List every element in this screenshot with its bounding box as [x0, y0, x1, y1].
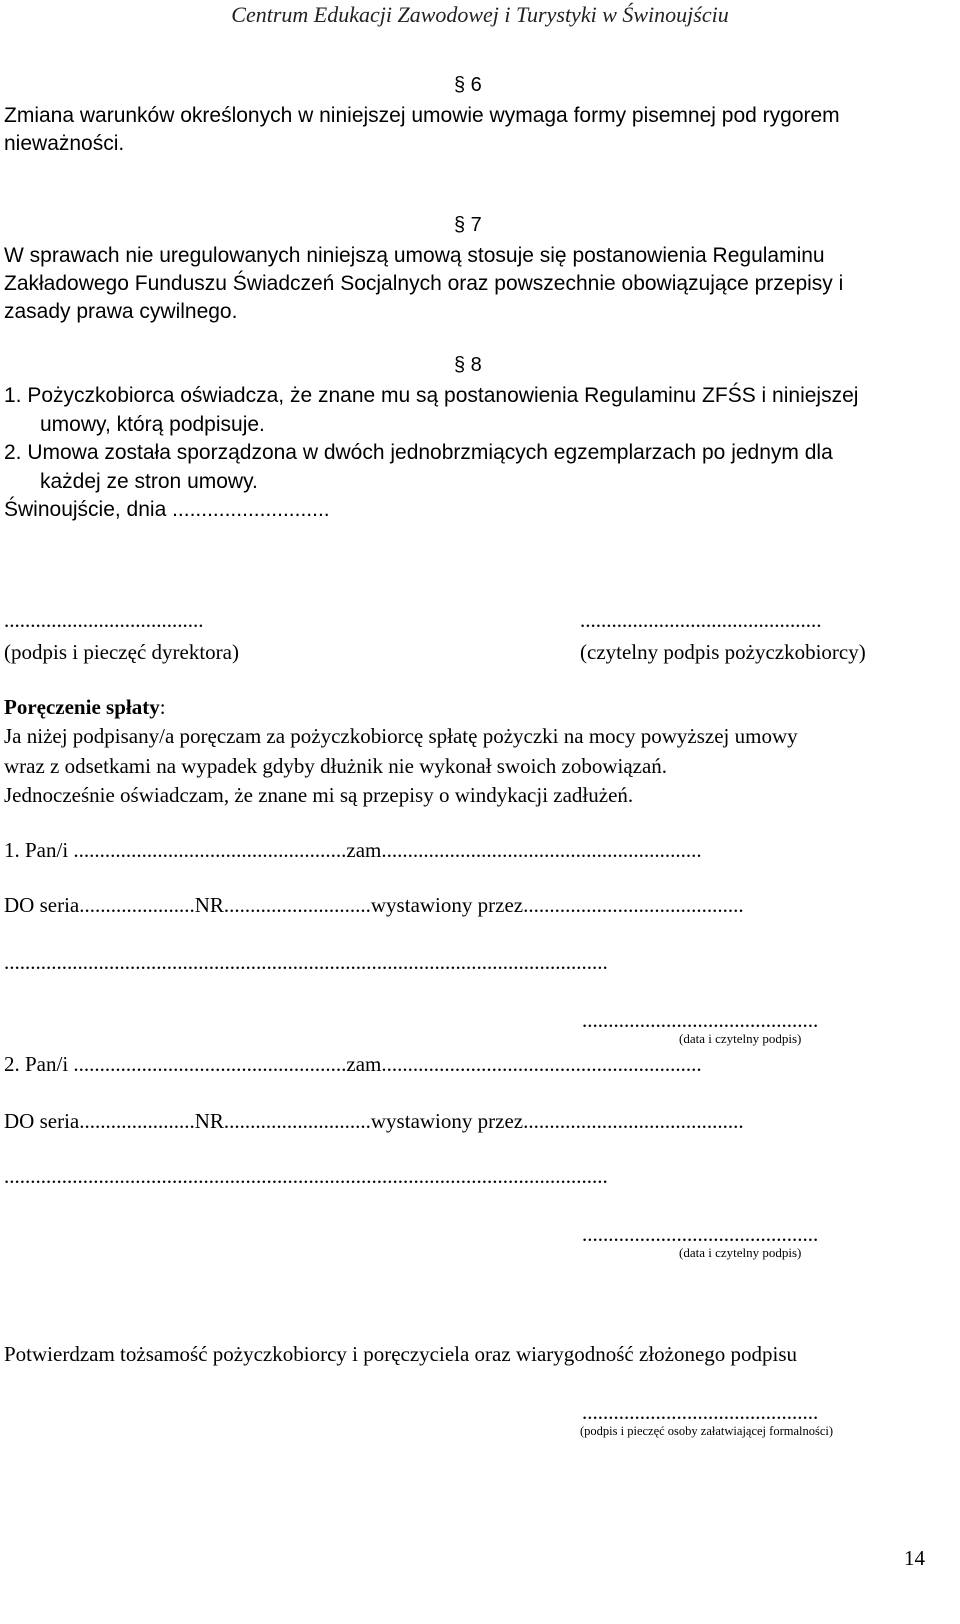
section-6-text-line-1: Zmiana warunków określonych w niniejszej umowie wymaga formy pisemnej pod rygorem — [4, 104, 840, 127]
guarantor-2-signature-line: ............................................. — [582, 1222, 819, 1246]
borrower-signature-line: .............................................. — [580, 608, 822, 632]
guarantee-heading — [4, 695, 166, 720]
section-8-title: § 8 — [454, 354, 482, 376]
guarantee-text-line-2: wraz z odsetkami na wypadek gdyby dłużnik nie wykonał swoich zobowiązań. — [4, 754, 668, 778]
guarantor-1-id-document: DO seria......................NR............................wystawiony przez.......................................... — [4, 893, 744, 917]
guarantor-2-signature-label: (data i czytelny podpis) — [679, 1245, 802, 1260]
guarantee-heading-colon: : — [159, 695, 166, 719]
guarantor-2-name-address: 2. Pan/i ....................................................zam............................................................. — [4, 1052, 702, 1076]
section-7-text-line-2: Zakładowego Funduszu Świadczeń Socjalnych oraz powszechnie obowiązujące przepisy i — [4, 272, 844, 295]
section-8-point-1-line-2: umowy, którą podpisuje. — [40, 413, 265, 436]
guarantor-1-continuation-line: ................................................................................................................... — [4, 950, 608, 974]
guarantor-1-name-address: 1. Pan/i ....................................................zam............................................................. — [4, 838, 702, 862]
section-8-point-2-line-2: każdej ze stron umowy. — [40, 470, 258, 493]
section-7-title: § 7 — [454, 214, 482, 236]
officer-signature-label: (podpis i pieczęć osoby załatwiającej formalności) — [580, 1424, 834, 1438]
borrower-signature-label: (czytelny podpis pożyczkobiorcy) — [580, 640, 866, 664]
section-7-text-line-1: W sprawach nie uregulowanych niniejszą umową stosuje się postanowienia Regulaminu — [4, 244, 825, 267]
guarantor-1-signature-line: ............................................. — [582, 1008, 819, 1032]
identity-confirmation-text: Potwierdzam tożsamość pożyczkobiorcy i poręczyciela oraz wiarygodność złożonego podpisu — [4, 1342, 798, 1366]
guarantee-heading-text: Poręczenie spłaty — [4, 695, 160, 719]
director-signature-label: (podpis i pieczęć dyrektora) — [4, 640, 239, 664]
guarantee-text-line-3: Jednocześnie oświadczam, że znane mi są przepisy o windykacji zadłużeń. — [4, 783, 634, 807]
section-8-point-1-line-1: 1. Pożyczkobiorca oświadcza, że znane mu są postanowienia Regulaminu ZFŚS i niniejszej — [4, 384, 859, 407]
director-signature-line: ...................................... — [4, 608, 204, 632]
guarantor-1-signature-label: (data i czytelny podpis) — [679, 1031, 802, 1046]
guarantee-text-line-1: Ja niżej podpisany/a poręczam za pożyczkobiorcę spłatę pożyczki na mocy powyższej umowy — [4, 724, 798, 748]
section-7-text-line-3: zasady prawa cywilnego. — [4, 300, 238, 323]
section-6-title: § 6 — [454, 74, 482, 96]
section-6-text-line-2: nieważności. — [4, 132, 125, 155]
section-8-point-2-line-1: 2. Umowa została sporządzona w dwóch jednobrzmiących egzemplarzach po jednym dla — [4, 441, 833, 464]
guarantor-2-id-document: DO seria......................NR............................wystawiony przez.......................................... — [4, 1109, 744, 1133]
officer-signature-line: ............................................. — [582, 1400, 819, 1424]
document-header: Centrum Edukacji Zawodowej i Turystyki w Świnoujściu — [231, 2, 729, 27]
place-and-date: Świnoujście, dnia ........................... — [4, 498, 330, 521]
page-number: 14 — [904, 1546, 925, 1570]
guarantor-2-continuation-line: ................................................................................................................... — [4, 1164, 608, 1188]
